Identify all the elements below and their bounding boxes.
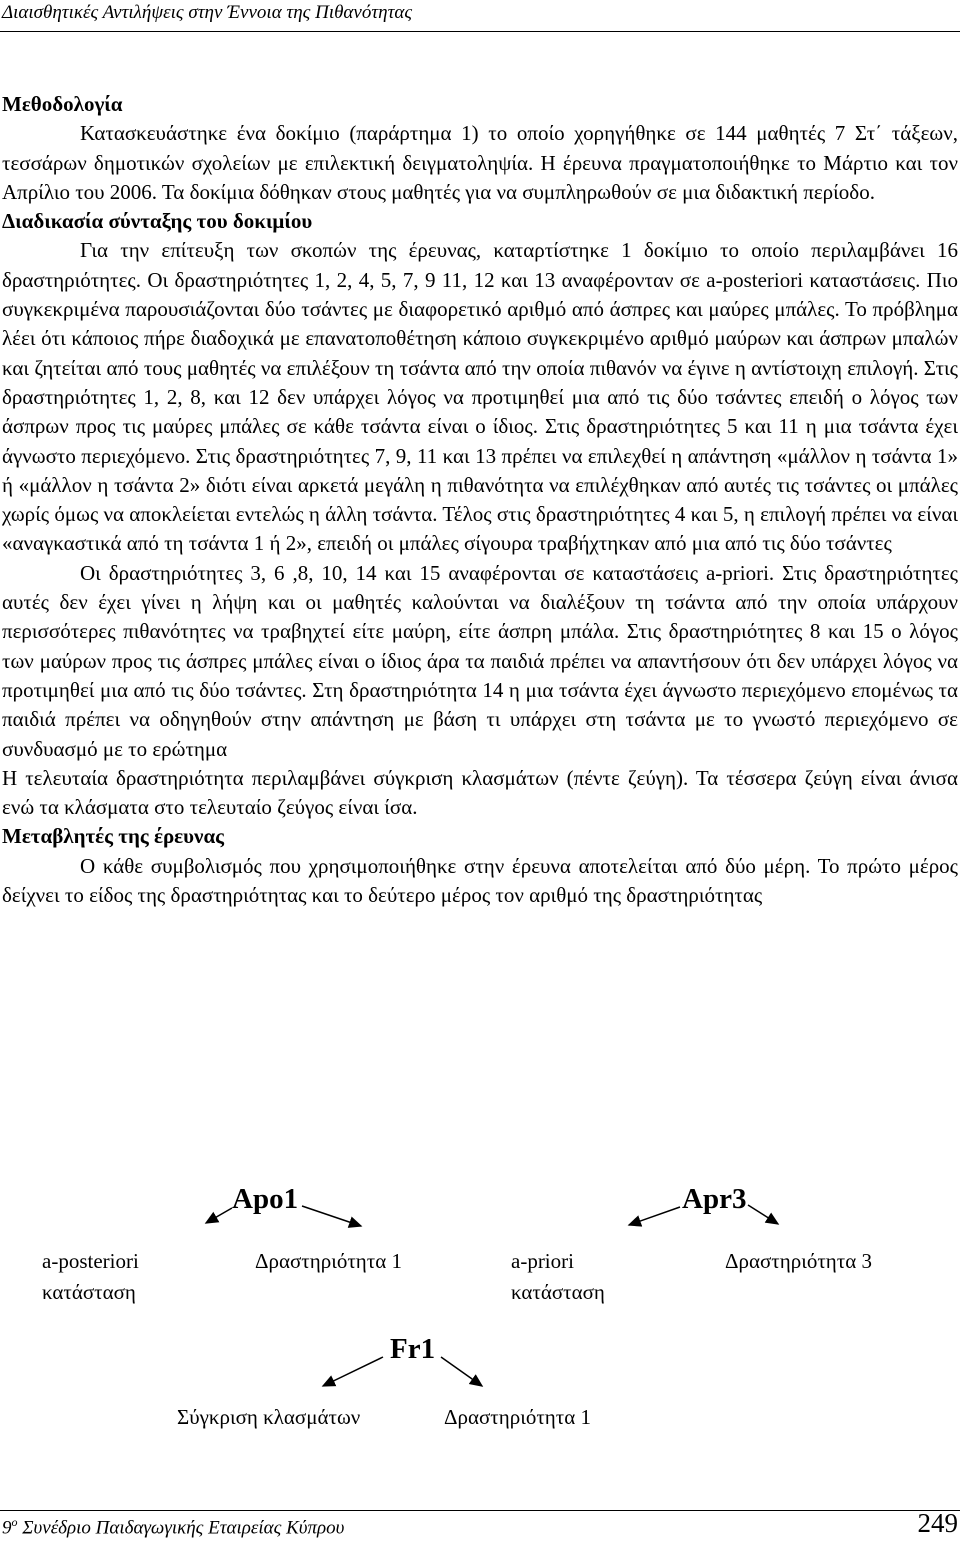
- apo1-activity: Δραστηριότητα 1: [255, 1249, 402, 1273]
- footer-rule: [0, 1510, 960, 1511]
- apo1-kind-line2: κατάσταση: [42, 1280, 136, 1304]
- arrow-apr3-left: [629, 1207, 680, 1225]
- methodology-paragraph: Κατασκευάστηκε ένα δοκίμιο (παράρτημα 1) το οποίο χορηγήθηκε σε 144 μαθητές 7 Στ΄ τάξεων, τεσσάρων δημοτικών σχολείων με επιλεκτική δειγματοληψία. Η έρευνα πραγματοποιήθηκε το Μάρτιο και τον Απρίλιο του 2006. Τα δοκίμια δόθηκαν στους μαθητές για να συμπληρωθούν σε μια διδακτική περίοδο.: [2, 121, 958, 204]
- procedure-heading: Διαδικασία σύνταξης του δοκιμίου: [2, 209, 313, 234]
- code-apo1: Apo1: [232, 1183, 299, 1215]
- methodology-heading: Μεθοδολογία: [2, 92, 123, 116]
- arrow-apo1-left: [206, 1208, 232, 1223]
- arrow-fr1-left: [323, 1357, 383, 1386]
- fr1-activity: Δραστηριότητα 1: [444, 1405, 591, 1429]
- running-header: Διαισθητικές Αντιλήψεις στην Έννοια της Πιθανότητας: [2, 2, 413, 23]
- last-activity-paragraph: Η τελευταία δραστηριότητα περιλαμβάνει σύγκριση κλασμάτων (πέντε ζεύγη). Τα τέσσερα ζεύγη είναι άνισα ενώ τα κλάσματα στο τελευταίο ζεύγος είναι ίσα.: [2, 765, 958, 820]
- footer-conference: [2, 1515, 344, 1539]
- footer-ordinal-sup: ο: [11, 1515, 18, 1529]
- arrow-apr3-right: [748, 1205, 778, 1224]
- apriori-paragraph: Οι δραστηριότητες 3, 6 ,8, 10, 14 και 15 αναφέρονται σε καταστάσεις a-priori. Στις δραστηριότητες αυτές δεν έχει γίνει η λήψη και οι μαθητές καλούνται να διαλέξουν τη τσάντα από την οποία υπάρχουν περισσότερες πιθανότητες να τραβηχτεί είτε μαύρη, είτε άσπρη μπάλα. Στις δραστηριότητες 8 και 15 ο λόγος των μαύρων προς τις άσπρες μπάλες είναι ο ίδιος άρα τα παιδιά πρέπει να απαντήσουν ότι δεν υπάρχει λόγος να προτιμηθεί μια από τις δύο τσάντες. Στη δραστηριότητα 14 η μια τσάντα έχει άγνωστο περιεχόμενο επομένως τα παιδιά πρέπει να οδηγηθούν στην απάντηση με βάση τι υπάρχει στη τσάντα με το γνωστό περιεχόμενο σε συνδυασμό με το ερώτημα: [2, 560, 958, 761]
- apo1-kind-line1: a-posteriori: [42, 1249, 139, 1273]
- code-fr1: Fr1: [390, 1333, 436, 1365]
- procedure-paragraph: Για την επίτευξη των σκοπών της έρευνας, καταρτίστηκε 1 δοκίμιο το οποίο περιλαμβάνει 16 δραστηριότητες. Οι δραστηριότητες 1, 2, 4, 5, 7, 9 11, 12 και 13 αναφέρονταν σε a-posteriori καταστάσεις. Πιο συγκεκριμένα παρουσιάζονται δύο τσάντες με διαφορετικό αριθμό από άσπρες και μαύρες μπάλες. Το πρόβλημα λέει ότι κάποιος πήρε διαδοχικά με επανατοποθέτηση κάποιο συγκεκριμένο αριθμό μαύρων και άσπρων μπαλών και ζητείται από τους μαθητές να επιλέξουν τη τσάντα από την οποία πιθανόν να έγινε η αντίστοιχη επιλογή. Στις δραστηριότητες 1, 2, 8, και 12 δεν υπάρχει λόγος να προτιμηθεί μια από τις δύο τσάντες επειδή ο λόγος των άσπρων προς τις μαύρες μπάλες σε κάθε τσάντα είναι ο ίδιος. Στις δραστηριότητες 5 και 11 η μια τσάντα έχει άγνωστο περιεχόμενο. Στις δραστηριότητες 7, 9, 11 και 13 πρέπει να επιλεχθεί η απάντηση «μάλλον η τσάντα 1» ή «μάλλον η τσάντα 2» διότι είναι αρκετά μεγάλη η πιθανότητα να επιλέχθηκαν από αυτές τις τσάντες οι μπάλες χωρίς όμως να αποκλείεται εντελώς η άλλη τσάντα. Τέλος στις δραστηριότητες 4 και 5, η επιλογή πρέπει να είναι «αναγκαστικά από τη τσάντα 1 ή 2», επειδή οι μπάλες σίγουρα τραβήχτηκαν από μια από τις δύο τσάντες: [2, 238, 958, 556]
- variables-paragraph: Ο κάθε συμβολισμός που χρησιμοποιήθηκε στην έρευνα αποτελείται από δύο μέρη. Το πρώτο μέρος δείχνει το είδος της δραστηριότητας και το δεύτερο μέρος τον αριθμό της δραστηριότητας: [2, 853, 958, 908]
- fr1-kind: Σύγκριση κλασμάτων: [177, 1405, 361, 1429]
- apr3-activity: Δραστηριότητα 3: [725, 1249, 872, 1273]
- apr3-kind-line1: a-priori: [511, 1249, 574, 1273]
- page-number: 249: [917, 1508, 958, 1538]
- arrow-apo1-right: [302, 1206, 361, 1226]
- arrow-fr1-right: [441, 1357, 482, 1386]
- apr3-kind-line2: κατάσταση: [511, 1280, 605, 1304]
- variables-heading: Μεταβλητές της έρευνας: [2, 824, 225, 849]
- footer-ordinal: 9: [2, 1517, 12, 1539]
- footer-conference-name: Συνέδριο Παιδαγωγικής Εταιρείας Κύπρου: [22, 1517, 345, 1539]
- code-apr3: Apr3: [682, 1183, 747, 1215]
